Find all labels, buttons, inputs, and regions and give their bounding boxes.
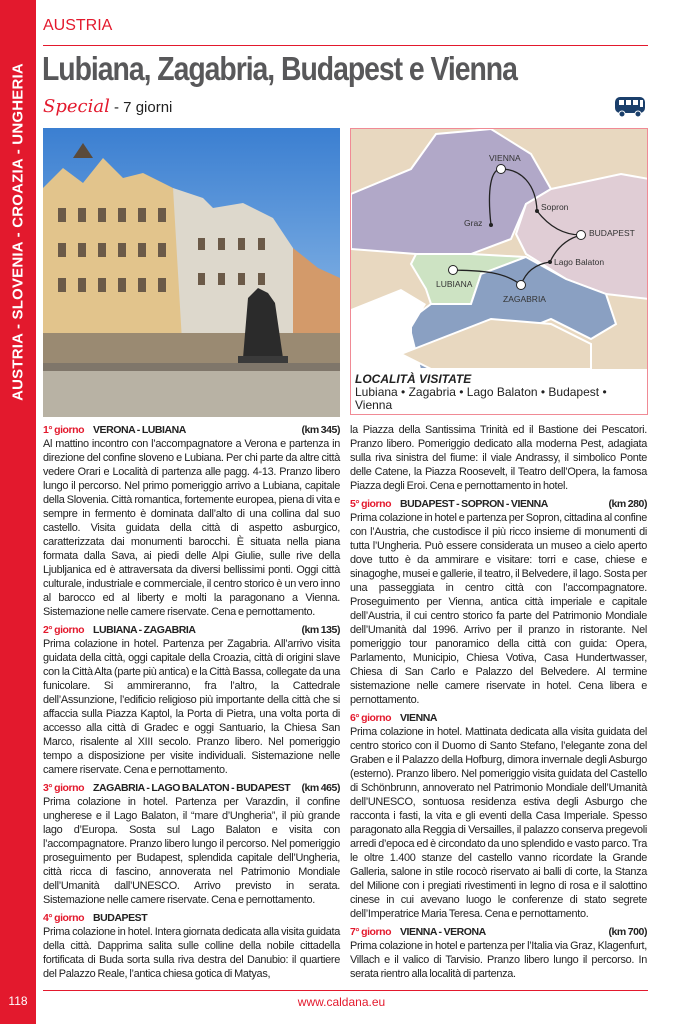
caption-text: Lubiana • Zagabria • Lago Balaton • Budapest • Vienna (355, 385, 607, 412)
duration: - 7 giorni (114, 99, 173, 116)
itinerary-day (350, 497, 647, 707)
sidebar-countries: AUSTRIA - SLOVENIA - CROAZIA - UNGHERIA (9, 63, 27, 401)
city-budapest-label: BUDAPEST (589, 228, 635, 238)
itinerary-day (43, 423, 340, 619)
itinerary-day (350, 925, 647, 981)
day-number: 1° giorno (43, 424, 85, 436)
city-zagabria-marker (516, 280, 526, 290)
tour-type (43, 96, 172, 117)
city-graz-marker (489, 223, 493, 227)
day-text: la Piazza della Santissima Trinità ed il Bastione dei Pescatori. Pranzo libero. Pomeriggio dedicato alla moderna Pest, adagiata sulla riva sinistra del fiume: il viale Andrassy, il simbolico Ponte delle Catene, la Piazza Roosevelt, il Teatro dell’Opera, la famosa Piazza degli Eroi. Cena e pernottamento in hotel. (350, 424, 647, 492)
day-route: VERONA - LUBIANA (93, 424, 186, 436)
divider (43, 45, 648, 46)
itinerary-day (350, 711, 647, 921)
map-caption (355, 373, 647, 412)
city-budapest-marker (576, 230, 586, 240)
caption-title: LOCALITÀ VISITATE (355, 372, 472, 386)
city-vienna-marker (496, 164, 506, 174)
city-vienna-label: VIENNA (489, 153, 521, 163)
day-text: Prima colazione in hotel e partenza per Sopron, cittadina al confine con l’Austria, che custodisce il più ricco insieme di monumenti di tutta l’Ungheria. Può essere considerata un museo a cielo aperto dove tutto è da ammirare e visitare: torri e case, chiese e sinagoghe, musei e gallerie, il teatro, il Belvedere, il lago. Sosta per una passeggiata in centro città con l’accompagnatore. Proseguimento per Vienna, antica città imperiale e capitale dell’Austria, il cui centro storico fa parte del Patrimonio Mondiale dell’Umanità dal 1996. Arrivo per il pranzo in ristorante. Nel pomeriggio tour panoramico della città con guida: Opera, Parlamento, Municipio, Chiesa Votiva, Casa Hundertwasser, Chiesa di San Carlo e Palazzo del Belvedere. Al termine sistemazione nelle camere riservate in hotel. Cena libera e pernottamento. (350, 512, 647, 706)
day-text: Prima colazione in hotel e partenza per l’Italia via Graz, Klagenfurt, Villach e il valico di Tarvisio. Pranzo libero lungo il percorso. In serata rientro alla località di partenza. (350, 940, 647, 980)
page-title: Lubiana, Zagabria, Budapest e Vienna (42, 50, 517, 87)
day-text: Prima colazione in hotel. Partenza per Zagabria. All’arrivo visita guidata della città, oggi capitale della Croazia, città di origini slave con la Città Alta (parte più antica) e la Città Bassa, collegate da una funicolare. Si ammireranno, fra l’altro, la Cattedrale dell’Assunzione, l’edificio religioso più importante della città che si affaccia sulla Piazza Kaptol, la Porta di Pietra, una volta porta di accesso alla città di Gradec e oggi Santuario, la Chiesa San Marco, risalente al XIII secolo. Pranzo libero. Nel pomeriggio tempo a disposizione per visite individuali. Sistemazione nelle camere riservate. Cena e pernottamento. (43, 638, 340, 776)
city-balaton-label: Lago Balaton (554, 257, 605, 267)
map-cities (351, 129, 648, 369)
day-route: BUDAPEST - SOPRON - VIENNA (400, 498, 548, 510)
footer-divider (43, 990, 648, 991)
itinerary-day-continued (350, 423, 647, 493)
day-route: VIENNA - VERONA (400, 926, 486, 938)
day-number: 5° giorno (350, 498, 392, 510)
city-sopron-label: Sopron (541, 202, 569, 212)
day-text: Prima colazione in hotel. Partenza per Varazdin, il confine ungherese e il Lago Balaton, il “mare d’Ungheria”, il più grande lago d’Europa. Sosta sul Lago Balaton e visita con l’accompagnatore. Pranzo libero lungo il percorso. Nel pomeriggio proseguimento per Budapest, splendida capitale dell’Ungheria, città ricca di fascino, annoverata nel Patrimonio Mondiale dell’Umanità dall’UNESCO. Arrivo previsto in serata. Sistemazione nelle camere riservate. Cena e pernottamento. (43, 796, 340, 906)
day-route: VIENNA (400, 712, 437, 724)
day-text: Prima colazione in hotel. Mattinata dedicata alla visita guidata del centro storico con il Duomo di Santo Stefano, l’elegante zona del Graben e il Palazzo della Hofburg, dimora invernale degli Asburgo (esterno). Pranzo libero. Nel pomeriggio visita guidata del Castello di Schönbrunn, annoverato nel Patrimonio Mondiale dell’Umanità dell’UNESCO, sontuosa residenza estiva degli Asburgo che racconta i fasti, la vita e gli eventi della Casa Imperiale. Spesso paragonato alla Reggia di Versailles, il palazzo conserva pregevoli arredi d’epoca ed è circondato da uno splendido e vasto parco. Tra le oltre 1.400 stanze del castello vanno ricordate la Grande Galleria, salone in stile rococò riservato ai balli di corte, la Stanza del Milione con i pregiati rivestimenti in legno di rosa e il salottino cinese in cui avevano luogo le conferenze di stato segrete dell’Imperatrice Maria Teresa. Cena e pernottamento. (350, 726, 647, 920)
day-km: (km 135) (301, 624, 340, 636)
day-number: 6° giorno (350, 712, 392, 724)
itinerary-day (43, 911, 340, 981)
footer-website-link[interactable]: www.caldana.eu (297, 995, 386, 1009)
day-number: 3° giorno (43, 782, 85, 794)
day-text: Prima colazione in hotel. Intera giornata dedicata alla visita guidata della città. Dapprima salita sulle colline della nobile cittadella fortificata di Buda sorta sulla riva destra del Danubio: il quartiere del Palazzo Reale, l’antica chiesa gotica di Matyas, (43, 926, 340, 980)
itinerary-right-column (350, 423, 647, 985)
day-route: BUDAPEST (93, 912, 148, 924)
day-route: LUBIANA - ZAGABRIA (93, 624, 196, 636)
city-lubiana-label: LUBIANA (436, 279, 473, 289)
country-label: AUSTRIA (43, 17, 113, 34)
day-number: 4° giorno (43, 912, 85, 924)
day-number: 7° giorno (350, 926, 392, 938)
page-number: 118 (8, 994, 28, 1008)
day-route: ZAGABRIA - LAGO BALATON - BUDAPEST (93, 782, 291, 794)
day-km: (km 700) (608, 926, 647, 938)
day-number: 2° giorno (43, 624, 85, 636)
city-lubiana-marker (448, 265, 458, 275)
itinerary-day (43, 781, 340, 907)
itinerary-left-column (43, 423, 340, 985)
bus-icon (614, 96, 646, 123)
city-balaton-marker (548, 260, 552, 264)
day-km: (km 280) (608, 498, 647, 510)
ljubljana-photo (43, 128, 340, 417)
route-map (350, 128, 648, 415)
day-text: Al mattino incontro con l’accompagnatore a Verona e partenza in direzione del confine sloveno e Lubiana. Per chi parte da altre città vedere Orari e Località di partenza alle pagg. 4-13. Pranzo libero lungo il percorso. Nel primo pomeriggio arrivo a Lubiana, capitale della Slovenia. Città romantica, fortemente europea, piena di vita e sempre in fermento è dominata dall’alto di una collina dal suo castello. Visita guidata della città di aspetto asburgico, caratterizzata dai monumenti barocchi. È situata nella piana formata dalla Sava, ai piedi delle Alpi Giulie, sulle rive della Ljubljanica ed è attraversata da diversi bellissimi ponti. Oggi città culturale, industriale e commerciale, il centro storico è un vero inno al barocco ed al liberty e molti la paragonano a Vienna. Sistemazione nelle camere riservate. Cena e pernottamento. (43, 438, 340, 618)
day-km: (km 465) (301, 782, 340, 794)
day-km: (km 345) (301, 424, 340, 436)
sidebar-strip (0, 0, 36, 1024)
city-zagabria-label: ZAGABRIA (503, 294, 546, 304)
itinerary-day (43, 623, 340, 777)
special-label: Special (43, 96, 110, 117)
city-graz-label: Graz (464, 218, 483, 228)
city-sopron-marker (535, 209, 539, 213)
